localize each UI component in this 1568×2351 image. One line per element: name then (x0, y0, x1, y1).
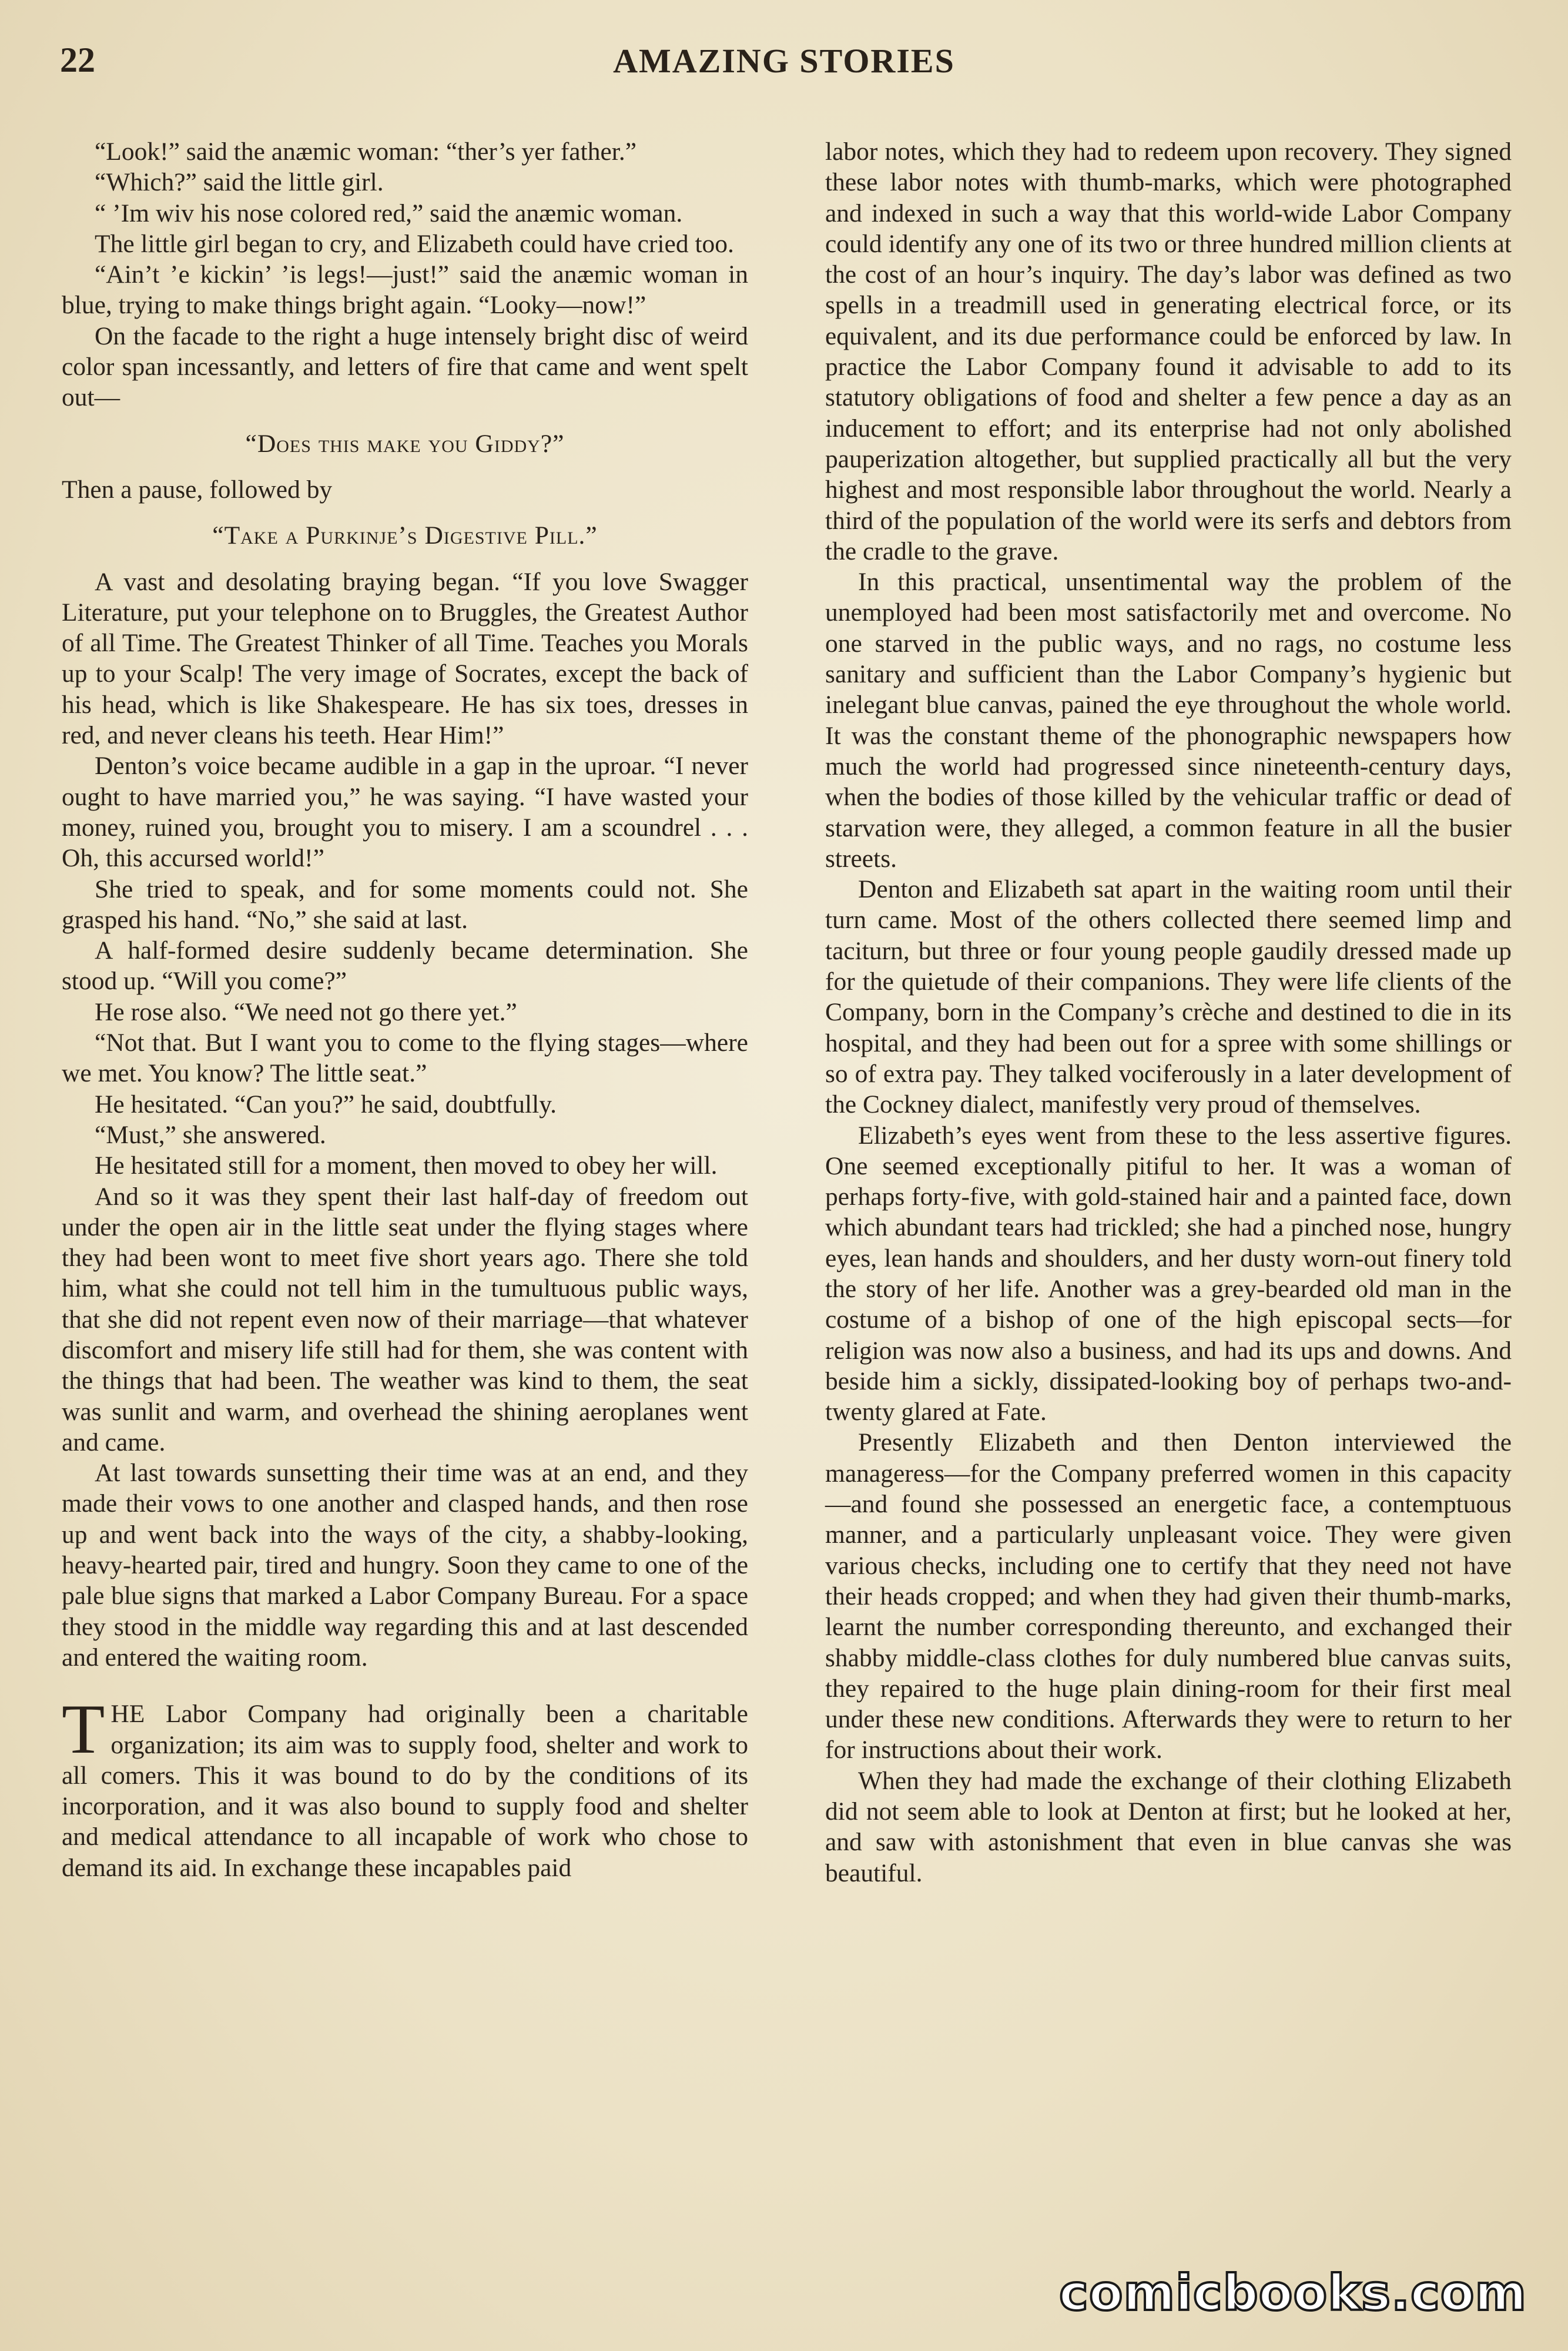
page-number: 22 (60, 41, 95, 79)
paragraph: labor notes, which they had to redeem upon recovery. They signed these labor notes with thumb-marks, which were photographed and indexed in such a way that this world-wide Labor Company could identify any one of its two or three hundred million clients at the cost of an hour’s inquiry. The day’s labor was defined as two spells in a treadmill used in generating electrical force, or its equivalent, and its due performance could be enforced by law. In practice the Labor Company found it advisable to add to its statutory obligations of food and shelter a few pence a day as an inducement to effort; and its enterprise had not only abolished pauperization altogether, but supplied practically all but the very highest and most responsible labor throughout the world. Nearly a third of the population of the world were its serfs and debtors from the cradle to the grave. (825, 138, 1512, 565)
paragraph: Denton and Elizabeth sat apart in the waiting room until their turn came. Most of the others collected there seemed limp and taciturn, but three or four young people gaudily dressed made up for the quietude of their companions. They were life clients of the Company, born in the Company’s crèche and destined to die in its hospital, and they had been out for a spree with some shillings or so of extra pay. They talked vociferously in a later development of the Cockney dialect, manifestly very proud of themselves. (825, 875, 1512, 1119)
sign-text: “Does this make you Giddy?” (245, 429, 565, 458)
paragraph: “Look!” said the anæmic woman: “ther’s yer father.” (95, 138, 637, 166)
paragraph: He hesitated. “Can you?” he said, doubtfully. (95, 1090, 557, 1118)
section-start-paragraph (62, 1690, 748, 1883)
paragraph: “Must,” she answered. (95, 1120, 326, 1149)
left-column (62, 136, 748, 1883)
paragraph: “Ain’t ’e kickin’ ’is legs!—just!” said the anæmic woman in blue, trying to make things bright again. “Looky—now!” (62, 260, 748, 320)
paragraph: “Not that. But I want you to come to the flying stages—where we met. You know? The little seat.” (62, 1029, 748, 1088)
drop-cap: T (62, 1690, 105, 1769)
paragraph: He hesitated still for a moment, then moved to obey her will. (95, 1151, 718, 1180)
running-head: AMAZING STORIES (613, 42, 955, 80)
right-column (825, 136, 1512, 1888)
watermark-logo: comicbooks.com (1059, 2264, 1527, 2322)
paragraph: He rose also. “We need not go there yet.” (95, 997, 517, 1026)
paragraph: “Which?” said the little girl. (95, 168, 384, 197)
paragraph: Then a pause, followed by (62, 475, 333, 504)
paragraph: The little girl began to cry, and Elizabeth could have cried too. (95, 229, 734, 258)
paragraph: A vast and desolating braying began. “If you love Swagger Literature, put your telephone on to Bruggles, the Greatest Author of all Time. The Greatest Thinker of all Time. Teaches you Morals up to your Scalp! The very image of Socrates, except the back of his head, which is like Shakespeare. He has six toes, dresses in red, and never cleans his teeth. Hear Him!” (62, 567, 748, 750)
paragraph: “ ’Im wiv his nose colored red,” said the anæmic woman. (95, 199, 683, 227)
paragraph: On the facade to the right a huge intensely bright disc of weird color span incessantly, and letters of fire that came and went spelt out— (62, 321, 748, 412)
paragraph: When they had made the exchange of their clothing Elizabeth did not seem able to look at Denton at first; but he looked at her, and saw with astonishment that even in blue canvas she was beautiful. (825, 1766, 1512, 1887)
paragraph: A half-formed desire suddenly became determination. She stood up. “Will you come?” (62, 936, 748, 996)
paragraph-text: HE Labor Company had originally been a charitable organization; its aim was to supply food, shelter and work to all comers. This it was bound to do by the conditions of its incorporation, and it was also bound to supply food and shelter and medical attendance to all incapable of work who chose to demand its aid. In exchange these incapables paid (62, 1700, 748, 1882)
paragraph: Elizabeth’s eyes went from these to the less assertive figures. One seemed exceptionally pitiful to her. It was a woman of perhaps forty-five, with gold-stained hair and a painted face, down which abundant tears had trickled; she had a pinched nose, hungry eyes, lean hands and shoulders, and her dusty worn-out finery told the story of her life. Another was a grey-bearded old man in the costume of a bishop of one of the high episcopal sects—for religion was now also a business, and had its ups and downs. And beside him a sickly, dissipated-looking boy of perhaps two-and-twenty glared at Fate. (825, 1121, 1512, 1426)
paragraph: Denton’s voice became audible in a gap in the uproar. “I never ought to have married you,” he was saying. “I have wasted your money, ruined you, brought you to misery. I am a scoundrel . . . Oh, this accursed world!” (62, 752, 748, 873)
paragraph: At last towards sunsetting their time was at an end, and they made their vows to one another and clasped hands, and then rose up and went back into the ways of the city, a shabby-looking, heavy-hearted pair, tired and hungry. Soon they came to one of the pale blue signs that marked a Labor Company Bureau. For a space they stood in the middle way regarding this and at last descended and entered the waiting room. (62, 1459, 748, 1672)
paragraph: And so it was they spent their last half-day of freedom out under the open air in the little seat under the flying stages where they had been wont to meet five short years ago. There she told him, what she could not tell him in the tumultuous public ways, that she did not repent even now of their marriage—that whatever discomfort and misery life still had for them, she was content with the things that had been. The weather was kind to them, the seat was sunlit and warm, and overhead the shining aeroplanes went and came. (62, 1182, 748, 1456)
paragraph: She tried to speak, and for some moments could not. She grasped his hand. “No,” she said at last. (62, 875, 748, 934)
sign-text: “Take a Purkinje’s Digestive Pill.” (212, 521, 598, 550)
paragraph: In this practical, unsentimental way the problem of the unemployed had been most satisfactorily met and overcome. No one starved in the public ways, and no rags, no costume less sanitary and sufficient than the Labor Company’s hygienic but inelegant blue canvas, pained the eye throughout the whole world. It was the constant theme of the phonographic newspapers how much the world had progressed since nineteenth-century days, when the bodies of those killed by the vehicular traffic or dead of starvation were, they alleged, a common feature in all the busier streets. (825, 568, 1512, 873)
paragraph: Presently Elizabeth and then Denton interviewed the manageress—for the Company preferred women in this capacity—and found she possessed an energetic face, a contemptuous manner, and a particularly unpleasant voice. They were given various checks, including one to certify that they need not have their heads cropped; and when they had given their thumb-marks, learnt the number corresponding thereunto, and exchanged their shabby middle-class clothes for duly numbered blue canvas suits, they repaired to the huge plain dining-room for their first meal under these new conditions. Afterwards they were to return to her for instructions about their work. (825, 1428, 1512, 1764)
